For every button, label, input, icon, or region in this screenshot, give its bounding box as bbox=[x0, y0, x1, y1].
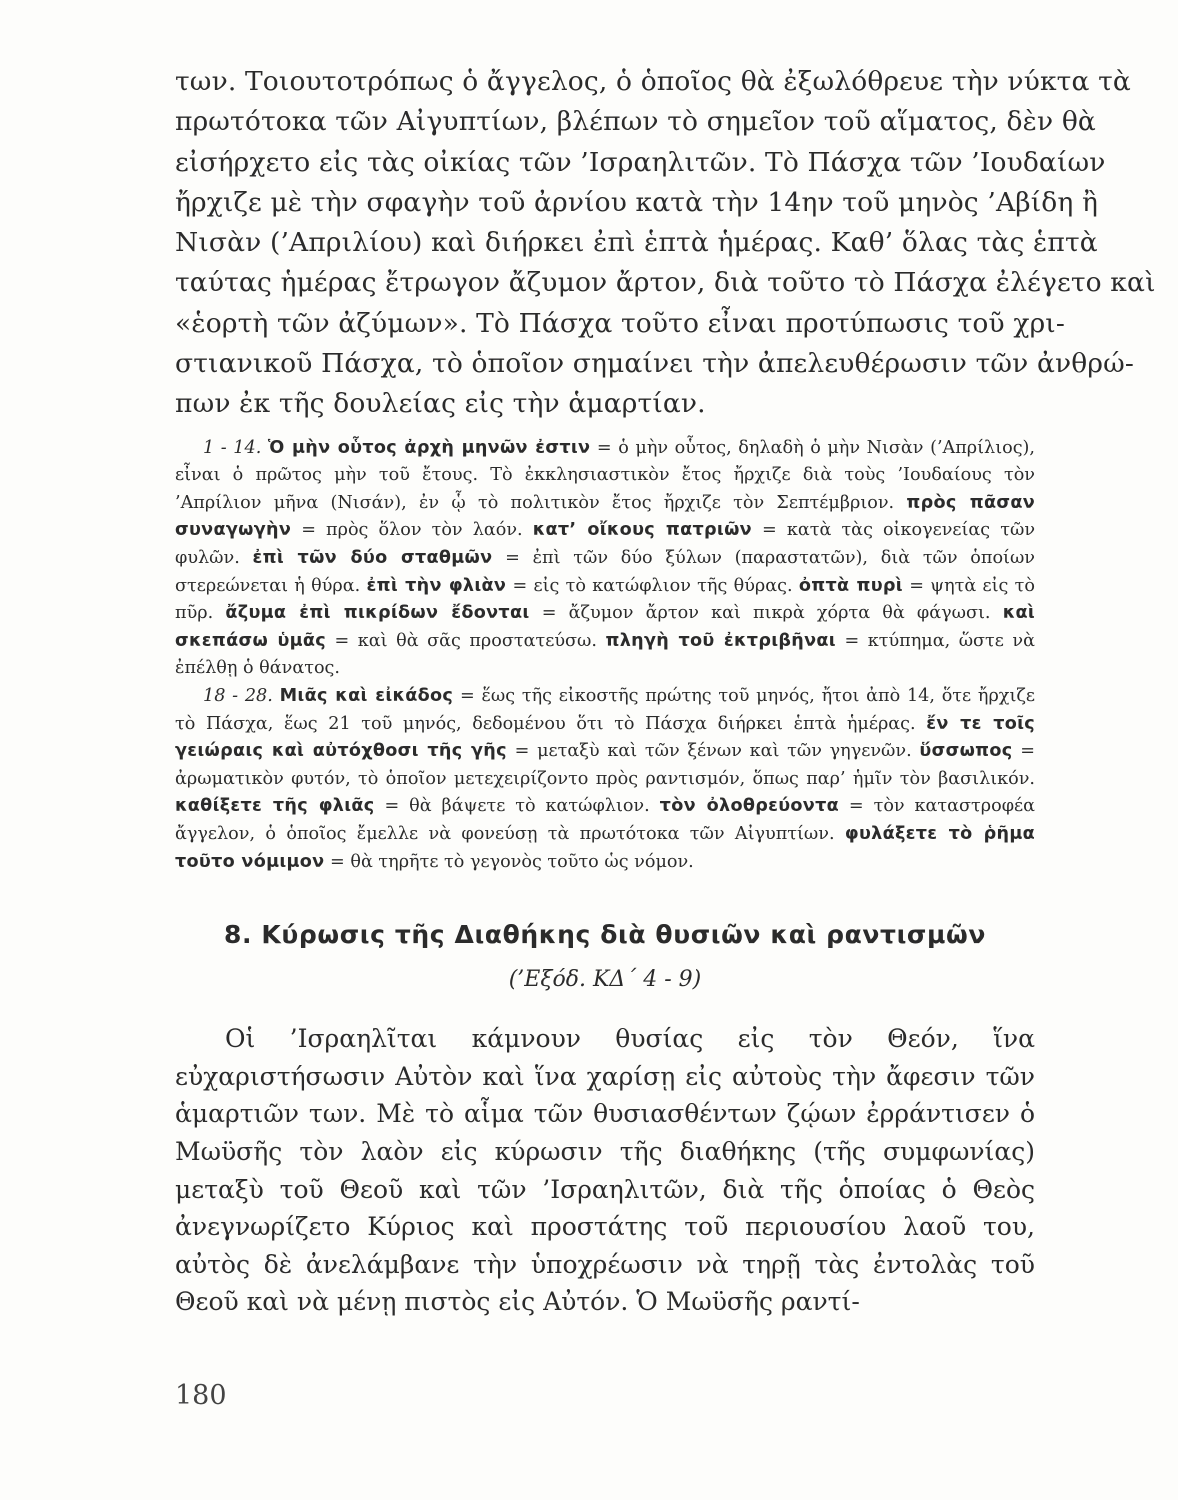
body-paragraph: Οἱ ’Ισραηλῖται κάμνουν θυσίας εἰς τὸν Θεόν, ἵνα εὐχαριστήσωσιν Αὐτὸν καὶ ἵνα χαρίσῃ εἰς αὐτοὺς τὴν ἄφεσιν τῶν ἁμαρτιῶν των. Μὲ τὸ αἷμα τῶν θυσιασθέντων ζῴων ἐρράντισεν ὁ Μωϋσῆς τὸν λαὸν εἰς κύρωσιν τῆς διαθήκης (τῆς συμφωνίας) μεταξὺ τοῦ Θεοῦ καὶ τῶν ’Ισραηλιτῶν, διὰ τῆς ὁποίας ὁ Θεὸς ἀνεγνωρίζετο Κύριος καὶ προστάτης τοῦ περιουσίου λαοῦ του, αὐτὸς δὲ ἀνελάμβανε τὴν ὑποχρέωσιν νὰ τηρῇ τὰς ἐντολὰς τοῦ Θεοῦ καὶ νὰ μένῃ πιστὸς εἰς Αὐτόν. Ὁ Μωϋσῆς ραντί- bbox=[175, 1024, 1035, 1317]
explanation: = καὶ θὰ σᾶς προστατεύσω. bbox=[334, 630, 597, 651]
text-line: στιανικοῦ Πάσχα, τὸ ὁποῖον σημαίνει τὴν ἀπελευθέρωσιν τῶν ἀνθρώ- bbox=[175, 348, 1134, 380]
term: ἔν τε τοῖς γειώραις καὶ αὐτόχθοσι τῆς γῆς bbox=[175, 713, 1036, 762]
term: πληγὴ τοῦ ἐκτριβῆναι bbox=[605, 630, 836, 651]
term: φυλάξετε τὸ ῥῆμα τοῦτο νόμιμον bbox=[175, 823, 1036, 872]
term: ἄζυμα ἐπὶ πικρίδων ἔδονται bbox=[225, 603, 530, 624]
explanation: = τὸν καταστροφέα ἄγγελον, ὁ ὁποῖος ἔμελλε νὰ φονεύσῃ τὰ πρωτότοκα τῶν Αἰγυπτίων. bbox=[175, 796, 1036, 844]
commentary-notes bbox=[175, 435, 1035, 877]
text-line: των. Τοιουτοτρόπως ὁ ἄγγελος, ὁ ὁποῖος θὰ ἐξωλόθρευε τὴν νύκτα τὰ bbox=[175, 66, 1131, 97]
explanation: = ἄζυμον ἄρτον καὶ πικρὰ χόρτα θὰ φάγωσι. bbox=[541, 603, 991, 624]
explanation: = κτύπημα, ὥστε νὰ ἐπέλθῃ ὁ θάνατος. bbox=[175, 630, 1035, 679]
note-18-28 bbox=[175, 683, 1035, 876]
section-heading: 8. Κύρωσις τῆς Διαθήκης διὰ θυσιῶν καὶ ραντισμῶν bbox=[224, 920, 986, 950]
section-reference: (’Εξόδ. ΚΔ΄ 4 - 9) bbox=[508, 967, 702, 993]
page-number: 180 bbox=[175, 1380, 227, 1411]
term: ἐπὶ τὴν φλιὰν bbox=[366, 575, 507, 596]
term: ὕσσωπος bbox=[919, 741, 1013, 762]
term: Ὁ μὴν οὗτος ἀρχὴ μηνῶν ἐστιν bbox=[267, 437, 591, 458]
explanation: = ψητὰ εἰς τὸ πῦρ. bbox=[175, 575, 1036, 624]
text-line: πων ἐκ τῆς δουλείας εἰς τὴν ἁμαρτίαν. bbox=[175, 388, 706, 420]
text-line: εἰσήρχετο εἰς τὰς οἰκίας τῶν ’Ισραηλιτῶν. Τὸ Πάσχα τῶν ’Ιουδαίων bbox=[175, 146, 1106, 178]
explanation: = θὰ τηρῆτε τὸ γεγονὸς τοῦτο ὡς νόμον. bbox=[330, 851, 694, 872]
explanation: = θὰ βάψετε τὸ κατώφλιον. bbox=[384, 796, 650, 817]
verse-reference: 18 - 28. bbox=[203, 686, 273, 707]
text-line: «ἑορτὴ τῶν ἀζύμων». Τὸ Πάσχα τοῦτο εἶναι προτύπωσις τοῦ χρι- bbox=[175, 307, 1065, 339]
explanation: = ἐπὶ τῶν δύο ξύλων (παραστατῶν), διὰ τῶν ὁποίων στερεώνεται ἡ θύρα. bbox=[175, 548, 1035, 596]
explanation: = ἀρωματικὸν φυτόν, τὸ ὁποῖον μετεχειρίζοντο πρὸς ραντισμόν, ὅπως παρ’ ἡμῖν τὸν βασιλικόν. bbox=[175, 741, 1036, 789]
explanation: = πρὸς ὅλον τὸν λαόν. bbox=[301, 520, 523, 541]
text-line: ἤρχιζε μὲ τὴν σφαγὴν τοῦ ἀρνίου κατὰ τὴν 14ην τοῦ μηνὸς ’Αβίδη ἢ bbox=[175, 186, 1098, 218]
term: καθίξετε τῆς φλιᾶς bbox=[175, 796, 375, 817]
text-line: Νισὰν (’Απριλίου) καὶ διήρκει ἐπὶ ἑπτὰ ἡμέρας. Καθ’ ὅλας τὰς ἑπτὰ bbox=[175, 227, 1098, 259]
note-1-14 bbox=[175, 435, 1035, 683]
term: Μιᾶς καὶ εἰκάδος bbox=[279, 686, 454, 707]
intro-paragraph bbox=[175, 62, 1156, 425]
term: καὶ σκεπάσω ὑμᾶς bbox=[175, 603, 1036, 651]
explanation: = κατὰ τὰς οἰκογενείας τῶν φυλῶν. bbox=[175, 520, 1036, 569]
term: ὀπτὰ πυρὶ bbox=[798, 575, 903, 596]
term: τὸν ὀλοθρεύοντα bbox=[659, 796, 839, 817]
text-line: πρωτότοκα τῶν Αἰγυπτίων, βλέπων τὸ σημεῖον τοῦ αἵματος, δὲν θὰ bbox=[175, 106, 1096, 138]
explanation: = ἕως τῆς εἰκοστῆς πρώτης τοῦ μηνός, ἤτοι ἀπὸ 14, ὅτε ἤρχιζε τὸ Πάσχα, ἕως 21 τοῦ μηνός, δεδομένου ὅτι τὸ Πάσχα διήρκει ἑπτὰ ἡμέρας. bbox=[175, 686, 1036, 734]
section-body bbox=[175, 1020, 1035, 1321]
text-line: ταύτας ἡμέρας ἔτρωγον ἄζυμον ἄρτον, διὰ τοῦτο τὸ Πάσχα ἐλέγετο καὶ bbox=[175, 267, 1156, 299]
explanation: = ὁ μὴν οὗτος, δηλαδὴ ὁ μὴν Νισὰν (’Απρίλιος), εἶναι ὁ πρῶτος μὴν τοῦ ἔτους. Τὸ ἐκκλησιαστικὸν ἔτος ἤρχιζε διὰ τοὺς ’Ιουδαίους τὸν ’Απρίλιον μῆνα (Νισάν), ἐν ᾧ τὸ πολιτικὸν ἔτος ἤρχιζε τὸν Σεπτέμβριον. bbox=[175, 437, 1036, 513]
term: ἐπὶ τῶν δύο σταθμῶν bbox=[252, 548, 493, 569]
term: κατ’ οἴκους πατριῶν bbox=[532, 520, 752, 541]
document-page bbox=[175, 62, 1156, 1321]
term: πρὸς πᾶσαν συναγωγὴν bbox=[175, 492, 1036, 541]
explanation: = εἰς τὸ κατώφλιον τῆς θύρας. bbox=[512, 575, 793, 596]
explanation: = μεταξὺ καὶ τῶν ξένων καὶ τῶν γηγενῶν. bbox=[514, 741, 912, 762]
verse-reference: 1 - 14. bbox=[203, 437, 262, 458]
